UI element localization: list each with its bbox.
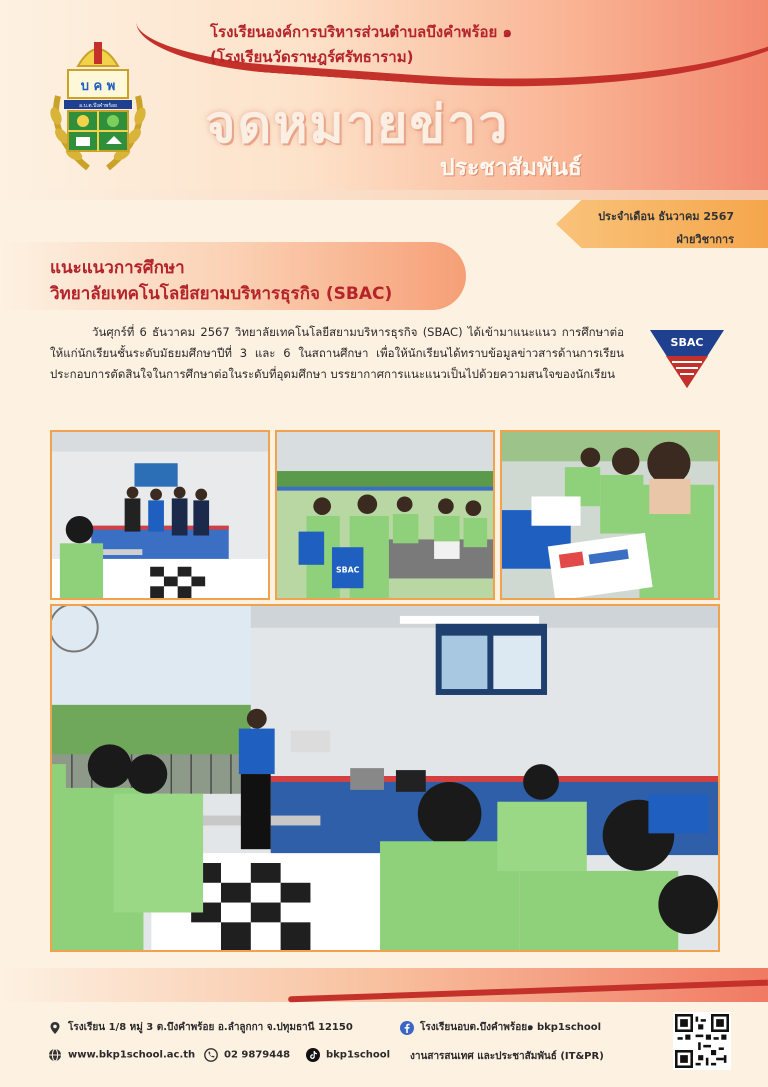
qr-code-pattern [675, 1014, 729, 1068]
footer-website-text: www.bkp1school.ac.th [68, 1049, 196, 1061]
globe-icon [48, 1048, 62, 1062]
tiktok-icon [306, 1048, 320, 1062]
newsletter-subtitle: ประชาสัมพันธ์ [440, 155, 582, 181]
school-name-line1: โรงเรียนองค์การบริหารส่วนตำบลบึงคำพร้อย ๑ [210, 23, 513, 41]
issue-department: ฝ่ายวิชาการ [676, 233, 734, 246]
sbac-logo-text: SBAC [670, 336, 704, 349]
phone-icon [204, 1048, 218, 1062]
footer-phone-text: 02 9879448 [224, 1049, 291, 1061]
footer-address [48, 1020, 353, 1035]
footer-band [0, 968, 768, 1002]
bag-logo-text: SBAC [335, 565, 360, 575]
qr-code-icon[interactable] [673, 1012, 731, 1070]
issue-date: ประจำเดือน ธันวาคม 2567 [598, 210, 734, 223]
school-name-line2: (โรงเรียนวัดราษฎร์ศรัทธาราม) [210, 48, 414, 66]
logo-banner: อ.บ.ต.บึงคำพร้อย [79, 103, 117, 109]
footer-tiktok-text: bkp1school [326, 1049, 391, 1061]
school-logo [48, 36, 148, 174]
school-name [210, 20, 512, 70]
facebook-icon [400, 1021, 414, 1035]
logo-letters: บ ค พ [80, 79, 116, 94]
footer-address-text: โรงเรียน 1/8 หมู่ 3 ต.บึงคำพร้อย อ.ลำลูกกา จ.ปทุมธานี 12150 [68, 1022, 353, 1033]
location-pin-icon [48, 1021, 62, 1035]
photo-presentation-session [50, 604, 720, 952]
section-heading-subtitle: วิทยาลัยเทคโนโลยีสยามบริหารธุรกิจ (SBAC) [50, 284, 393, 304]
sbac-logo [650, 330, 724, 388]
footer-facebook[interactable] [400, 1020, 601, 1035]
footer-facebook-text: โรงเรียนอบต.บึงคำพร้อย๑ bkp1school [420, 1022, 602, 1033]
photo-students-with-bags [275, 430, 495, 600]
article-body: วันศุกร์ที่ 6 ธันวาคม 2567 วิทยาลัยเทคโนโลยีสยามบริหารธุรกิจ (SBAC) ได้เข้ามาแนะแนว การศึกษาต่อให้แก่นักเรียนชั้นระดับมัธยมศึกษาปีที่ 3 และ 6 ในสถานศึกษา เพื่อให้นักเรียนได้ทราบข้อมูลข่าวสารด้านการเรียนประกอบการตัดสินใจในการศึกษาต่อในระดับที่อุดมศึกษา บรรยากาศการแนะแนวเป็นไปด้วยความสนใจของนักเรียน [50, 325, 624, 381]
footer-unit-text: งานสารสนเทศ และประชาสัมพันธ์ (IT&PR) [410, 1051, 604, 1062]
footer-tiktok[interactable] [306, 1048, 390, 1062]
photo-speakers-classroom [50, 430, 270, 600]
newsletter-title: จดหมายข่าว [205, 95, 510, 155]
photo-students-reading-brochures [500, 430, 720, 600]
footer-phone[interactable] [204, 1048, 290, 1062]
footer-unit [410, 1049, 604, 1064]
section-heading-title: แนะแนวการศึกษา [50, 258, 185, 278]
footer-website[interactable] [48, 1048, 195, 1062]
